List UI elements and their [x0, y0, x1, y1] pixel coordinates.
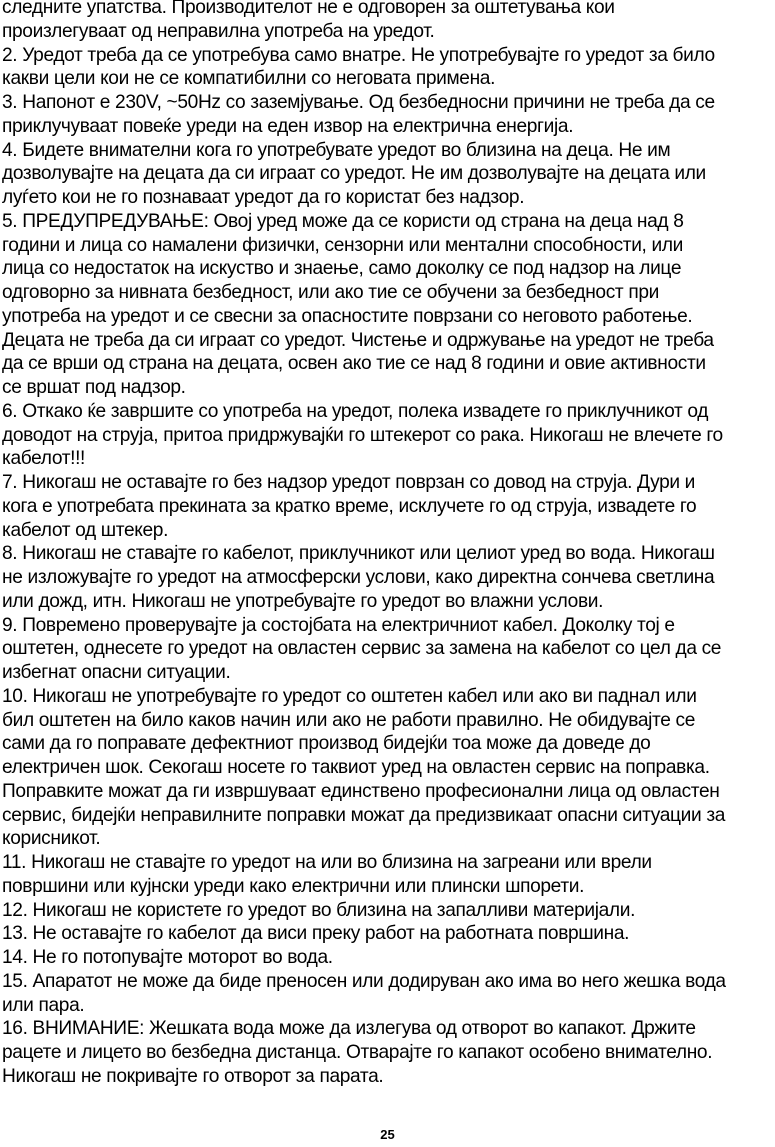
text-line: лица со недостаток на искуство и знаење, само доколку се под надзор на лице — [2, 258, 682, 280]
text-line: не изложувајте го уредот на атмосферски услови, како директна сончева светлина — [2, 567, 715, 588]
text-line: Никогаш не покривајте го отворот за парата. — [2, 1065, 384, 1087]
text-line: или пара. — [2, 994, 85, 1016]
text-line: употреба на уредот и се свесни за опасностите поврзани со неговото работење. — [2, 305, 693, 327]
text-line: доводот на струја, притоа придржувајќи го штекерот со рака. Никогаш не влечете го — [2, 424, 723, 446]
text-line: 6. Откако ќе завршите со употреба на уредот, полека извадете го приклучникот од — [2, 400, 709, 422]
safety-instructions-text — [2, 0, 775, 1089]
text-line: 2. Уредот треба да се употребува само внатре. Не употребувајте го уредот за било — [2, 44, 715, 66]
text-line: 14. Не го потопувајте моторот во вода. — [2, 947, 333, 968]
text-line: кога е употребата прекината за кратко време, исклучете го од струја, извадете го — [2, 495, 697, 517]
text-line: кабелот од штекер. — [2, 519, 169, 541]
text-line: години и лица со намалени физички, сензорни или ментални способности, или — [2, 234, 683, 256]
text-line: 12. Никогаш не користете го уредот во близина на запалливи материјали. — [2, 899, 636, 921]
text-line: 8. Никогаш не ставајте го кабелот, приклучникот или целиот уред во вода. Никогаш — [2, 543, 715, 565]
text-line: Поправките можат да ги извршуваат единствено професионални лица од овластен — [2, 780, 720, 802]
text-line: 3. Напонот е 230V, ~50Hz со заземјување. Од безбедносни причини не треба да се — [2, 92, 715, 113]
text-line: сервис, бидејќи неправилните поправки можат да предизвикаат опасни ситуации за — [2, 804, 726, 826]
text-line: се вршат под надзор. — [2, 377, 186, 398]
text-line: дозволувајте на децата да си играат со уредот. Не им дозволувајте на децата или — [2, 163, 706, 185]
text-line: 11. Никогаш не ставајте го уредот на или во близина на загреани или врели — [2, 852, 652, 873]
text-line: 7. Никогаш не оставајте го без надзор уредот поврзан со довод на струја. Дури и — [2, 472, 696, 493]
text-line: кабелот!!! — [2, 448, 86, 470]
text-line: 9. Повремено проверувајте ја состојбата на електричниот кабел. Доколку тој е — [2, 614, 675, 636]
text-line: рацете и лицето во безбедна дистанца. Отварајте го капакот особено внимателно. — [2, 1042, 713, 1063]
text-line: 15. Апаратот не може да биде преносен или додируван ако има во него жешка вода — [2, 970, 726, 992]
page-number: 25 — [380, 1127, 395, 1142]
text-line: површини или кујнски уреди како електрични или плински шпорети. — [2, 875, 585, 897]
text-line: какви цели кои не се компатибилни со неговата примена. — [2, 68, 496, 90]
text-line: сами да го поправате дефектниот производ бидејќи тоа може да доведе до — [2, 733, 651, 755]
text-line: или дожд, итн. Никогаш не употребувајте го уредот во влажни услови. — [2, 590, 604, 612]
text-line: 10. Никогаш не употребувајте го уредот со оштетен кабел или ако ви паднал или — [2, 685, 697, 707]
text-line: произлегуваат од неправилна употреба на уредот. — [2, 20, 435, 42]
text-line: луѓето кои не го познаваат уредот да го користат без надзор. — [2, 187, 525, 208]
text-line: Децата не треба да си играат со уредот. Чистење и одржување на уредот не треба — [2, 329, 714, 351]
text-line: да се врши од страна на децата, освен ако тие се над 8 години и овие активности — [2, 353, 706, 375]
text-line: следните упатства. Производителот не е одговорен за оштетувања кои — [2, 0, 615, 18]
text-line: 13. Не оставајте го кабелот да виси преку работ на работната површина. — [2, 923, 630, 945]
text-line: приклучуваат повеќе уреди на еден извор на електрична енергија. — [2, 115, 574, 137]
text-line: електричен шок. Секогаш носете го таквиот уред на овластен сервис на поправка. — [2, 757, 710, 778]
text-line: корисникот. — [2, 828, 101, 850]
text-line: одговорно за нивната безбедност, или ако тие се обучени за безбедност при — [2, 282, 659, 303]
text-line: оштетен, однесете го уредот на овластен сервис за замена на кабелот со цел да се — [2, 638, 722, 660]
text-line: 5. ПРЕДУПРЕДУВАЊЕ: Овој уред може да се користи од страна на деца над 8 — [2, 210, 684, 232]
text-line: 16. ВНИМАНИЕ: Жешката вода може да излегува од отворот во капакот. Држите — [2, 1018, 696, 1040]
text-line: 4. Бидете внимателни кога го употребувате уредот во близина на деца. Не им — [2, 139, 671, 161]
text-line: избегнат опасни ситуации. — [2, 662, 231, 683]
text-line: бил оштетен на било каков начин или ако не работи правилно. Не обидувајте се — [2, 709, 695, 731]
